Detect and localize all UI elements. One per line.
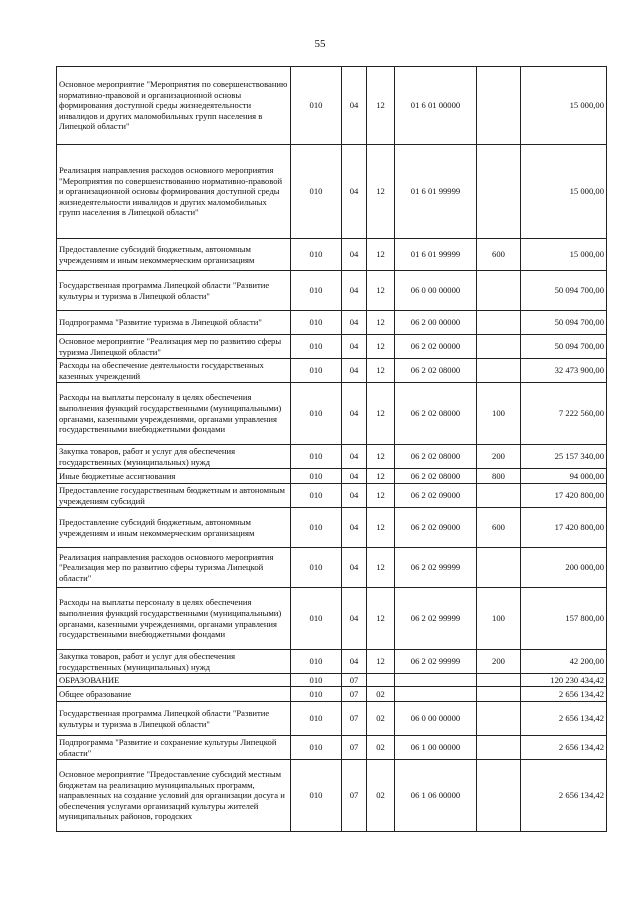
row-rz-cell: 04 [342, 335, 367, 359]
row-rz-cell: 04 [342, 359, 367, 383]
row-glava-cell: 010 [291, 674, 342, 687]
row-vr-cell: 200 [477, 650, 521, 674]
row-pr-cell: 12 [367, 335, 395, 359]
table-row [57, 588, 607, 650]
row-glava-cell: 010 [291, 445, 342, 469]
row-csr-cell: 06 2 02 00000 [395, 335, 477, 359]
row-pr-cell: 12 [367, 239, 395, 271]
row-amount-cell: 2 656 134,42 [521, 760, 607, 832]
row-vr-cell [477, 484, 521, 508]
row-glava-cell: 010 [291, 548, 342, 588]
table-row [57, 674, 607, 687]
row-name-cell: Расходы на выплаты персоналу в целях обеспечения выполнения функций государственными (муниципальными) органами, казенными учреждениями, органами управления государственными внебюджетными фондами [57, 383, 291, 445]
row-name-cell: Закупка товаров, работ и услуг для обеспечения государственных (муниципальных) нужд [57, 445, 291, 469]
row-rz-cell: 04 [342, 508, 367, 548]
row-pr-cell: 02 [367, 736, 395, 760]
row-amount-cell: 42 200,00 [521, 650, 607, 674]
row-glava-cell: 010 [291, 335, 342, 359]
row-vr-cell [477, 548, 521, 588]
row-rz-cell: 04 [342, 67, 367, 145]
table-row [57, 445, 607, 469]
table-row [57, 687, 607, 702]
row-pr-cell: 12 [367, 445, 395, 469]
row-vr-cell [477, 687, 521, 702]
row-amount-cell: 2 656 134,42 [521, 687, 607, 702]
row-name-cell: Иные бюджетные ассигнования [57, 469, 291, 484]
row-name-cell: ОБРАЗОВАНИЕ [57, 674, 291, 687]
row-name-cell: Закупка товаров, работ и услуг для обеспечения государственных (муниципальных) нужд [57, 650, 291, 674]
budget-table-body [57, 67, 607, 832]
row-rz-cell: 04 [342, 588, 367, 650]
row-glava-cell: 010 [291, 588, 342, 650]
row-vr-cell: 200 [477, 445, 521, 469]
table-row [57, 239, 607, 271]
row-vr-cell: 800 [477, 469, 521, 484]
row-pr-cell: 12 [367, 311, 395, 335]
row-csr-cell: 06 1 00 00000 [395, 736, 477, 760]
row-vr-cell [477, 311, 521, 335]
row-pr-cell: 02 [367, 702, 395, 736]
row-name-cell: Основное мероприятие "Мероприятия по совершенствованию нормативно-правовой и организационной основы формирования доступной среды жизнедеятельности инвалидов и других маломобильных групп населения в Липецкой области" [57, 67, 291, 145]
row-name-cell: Государственная программа Липецкой области "Развитие культуры и туризма в Липецкой области" [57, 702, 291, 736]
table-row [57, 271, 607, 311]
table-row [57, 702, 607, 736]
row-csr-cell: 06 2 02 09000 [395, 508, 477, 548]
row-amount-cell: 25 157 340,00 [521, 445, 607, 469]
table-row [57, 469, 607, 484]
row-vr-cell: 100 [477, 383, 521, 445]
table-row [57, 335, 607, 359]
row-name-cell: Предоставление государственным бюджетным и автономным учреждениям субсидий [57, 484, 291, 508]
row-name-cell: Основное мероприятие "Предоставление субсидий местным бюджетам на реализацию муниципальных программ, направленных на создание условий для организации досуга и обеспечения услугами организаций культуры жителей муниципальных районов, городских [57, 760, 291, 832]
budget-table [56, 66, 607, 832]
row-pr-cell: 12 [367, 588, 395, 650]
row-vr-cell [477, 359, 521, 383]
row-glava-cell: 010 [291, 760, 342, 832]
row-pr-cell: 12 [367, 548, 395, 588]
table-row [57, 145, 607, 239]
row-vr-cell [477, 760, 521, 832]
row-amount-cell: 15 000,00 [521, 67, 607, 145]
row-amount-cell: 15 000,00 [521, 145, 607, 239]
row-rz-cell: 07 [342, 736, 367, 760]
row-csr-cell [395, 674, 477, 687]
row-amount-cell: 32 473 900,00 [521, 359, 607, 383]
row-glava-cell: 010 [291, 650, 342, 674]
row-amount-cell: 7 222 560,00 [521, 383, 607, 445]
row-name-cell: Подпрограмма "Развитие и сохранение культуры Липецкой области" [57, 736, 291, 760]
row-pr-cell: 12 [367, 469, 395, 484]
row-name-cell: Подпрограмма "Развитие туризма в Липецкой области" [57, 311, 291, 335]
row-glava-cell: 010 [291, 469, 342, 484]
row-pr-cell: 02 [367, 760, 395, 832]
row-name-cell: Расходы на выплаты персоналу в целях обеспечения выполнения функций государственными (муниципальными) органами, казенными учреждениями, органами управления государственными внебюджетными фондами [57, 588, 291, 650]
row-amount-cell: 17 420 800,00 [521, 484, 607, 508]
row-rz-cell: 04 [342, 650, 367, 674]
row-pr-cell: 12 [367, 359, 395, 383]
row-pr-cell [367, 674, 395, 687]
row-amount-cell: 157 800,00 [521, 588, 607, 650]
table-row [57, 650, 607, 674]
row-name-cell: Реализация направления расходов основного мероприятия "Мероприятия по совершенствованию нормативно-правовой и организационной основы формирования доступной среды жизнедеятельности инвалидов и других маломобильных групп населения в Липецкой области" [57, 145, 291, 239]
row-csr-cell: 06 2 02 08000 [395, 383, 477, 445]
table-row [57, 383, 607, 445]
row-pr-cell: 12 [367, 145, 395, 239]
row-csr-cell: 06 2 02 08000 [395, 359, 477, 383]
table-row [57, 548, 607, 588]
row-name-cell: Общее образование [57, 687, 291, 702]
row-rz-cell: 04 [342, 145, 367, 239]
row-csr-cell: 06 1 06 00000 [395, 760, 477, 832]
row-csr-cell: 06 2 02 09000 [395, 484, 477, 508]
row-pr-cell: 12 [367, 650, 395, 674]
row-rz-cell: 04 [342, 271, 367, 311]
row-glava-cell: 010 [291, 383, 342, 445]
row-rz-cell: 04 [342, 383, 367, 445]
table-row [57, 484, 607, 508]
row-rz-cell: 04 [342, 469, 367, 484]
row-pr-cell: 02 [367, 687, 395, 702]
row-rz-cell: 04 [342, 239, 367, 271]
row-csr-cell: 06 2 02 08000 [395, 445, 477, 469]
row-rz-cell: 07 [342, 674, 367, 687]
row-name-cell: Расходы на обеспечение деятельности государственных казенных учреждений [57, 359, 291, 383]
table-row [57, 311, 607, 335]
row-glava-cell: 010 [291, 271, 342, 311]
row-vr-cell [477, 271, 521, 311]
table-row [57, 760, 607, 832]
row-name-cell: Государственная программа Липецкой области "Развитие культуры и туризма в Липецкой области" [57, 271, 291, 311]
table-row [57, 736, 607, 760]
row-amount-cell: 50 094 700,00 [521, 335, 607, 359]
row-name-cell: Основное мероприятие "Реализация мер по развитию сферы туризма Липецкой области" [57, 335, 291, 359]
row-pr-cell: 12 [367, 383, 395, 445]
row-pr-cell: 12 [367, 508, 395, 548]
row-amount-cell: 17 420 800,00 [521, 508, 607, 548]
row-vr-cell [477, 145, 521, 239]
row-vr-cell [477, 736, 521, 760]
row-csr-cell [395, 687, 477, 702]
row-rz-cell: 04 [342, 484, 367, 508]
row-vr-cell: 600 [477, 508, 521, 548]
row-amount-cell: 2 656 134,42 [521, 736, 607, 760]
row-pr-cell: 12 [367, 67, 395, 145]
row-csr-cell: 06 2 02 99999 [395, 548, 477, 588]
row-amount-cell: 94 000,00 [521, 469, 607, 484]
row-rz-cell: 04 [342, 445, 367, 469]
row-glava-cell: 010 [291, 67, 342, 145]
row-vr-cell [477, 335, 521, 359]
row-csr-cell: 01 6 01 00000 [395, 67, 477, 145]
table-row [57, 359, 607, 383]
row-amount-cell: 15 000,00 [521, 239, 607, 271]
row-name-cell: Реализация направления расходов основного мероприятия "Реализация мер по развитию сферы туризма Липецкой области" [57, 548, 291, 588]
row-csr-cell: 01 6 01 99999 [395, 145, 477, 239]
row-vr-cell [477, 674, 521, 687]
row-glava-cell: 010 [291, 239, 342, 271]
row-rz-cell: 04 [342, 548, 367, 588]
row-rz-cell: 07 [342, 687, 367, 702]
row-csr-cell: 06 2 00 00000 [395, 311, 477, 335]
row-glava-cell: 010 [291, 702, 342, 736]
row-amount-cell: 2 656 134,42 [521, 702, 607, 736]
row-amount-cell: 50 094 700,00 [521, 311, 607, 335]
row-glava-cell: 010 [291, 359, 342, 383]
row-glava-cell: 010 [291, 508, 342, 548]
row-glava-cell: 010 [291, 687, 342, 702]
table-row [57, 67, 607, 145]
row-pr-cell: 12 [367, 271, 395, 311]
row-glava-cell: 010 [291, 311, 342, 335]
row-vr-cell: 600 [477, 239, 521, 271]
row-rz-cell: 07 [342, 760, 367, 832]
table-row [57, 508, 607, 548]
row-name-cell: Предоставление субсидий бюджетным, автономным учреждениям и иным некоммерческим организациям [57, 508, 291, 548]
row-amount-cell: 50 094 700,00 [521, 271, 607, 311]
row-name-cell: Предоставление субсидий бюджетным, автономным учреждениям и иным некоммерческим организациям [57, 239, 291, 271]
page-number: 55 [314, 38, 326, 50]
row-csr-cell: 06 2 02 08000 [395, 469, 477, 484]
row-pr-cell: 12 [367, 484, 395, 508]
row-amount-cell: 200 000,00 [521, 548, 607, 588]
row-glava-cell: 010 [291, 736, 342, 760]
row-rz-cell: 07 [342, 702, 367, 736]
row-vr-cell [477, 67, 521, 145]
row-csr-cell: 01 6 01 99999 [395, 239, 477, 271]
row-glava-cell: 010 [291, 145, 342, 239]
row-vr-cell [477, 702, 521, 736]
row-glava-cell: 010 [291, 484, 342, 508]
row-csr-cell: 06 2 02 99999 [395, 588, 477, 650]
row-csr-cell: 06 2 02 99999 [395, 650, 477, 674]
row-amount-cell: 120 230 434,42 [521, 674, 607, 687]
row-vr-cell: 100 [477, 588, 521, 650]
row-rz-cell: 04 [342, 311, 367, 335]
row-csr-cell: 06 0 00 00000 [395, 702, 477, 736]
row-csr-cell: 06 0 00 00000 [395, 271, 477, 311]
